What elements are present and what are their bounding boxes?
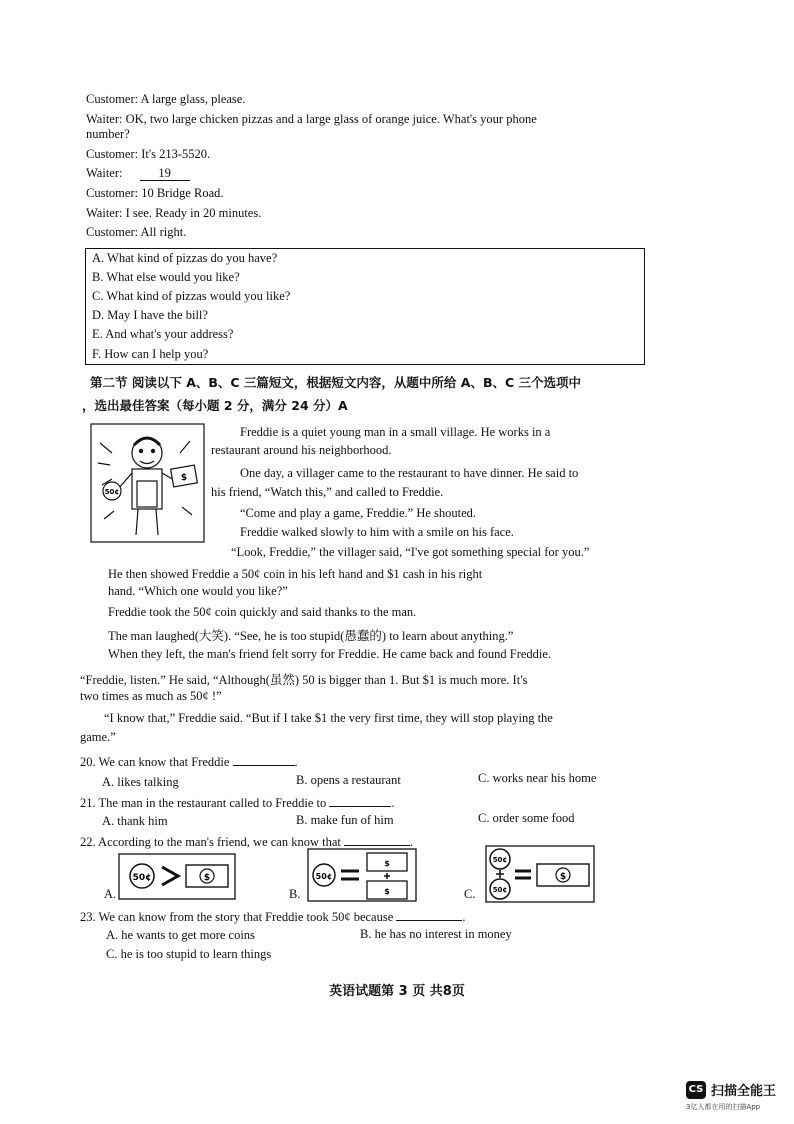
- q20-option-a: A. likes talking: [102, 775, 179, 789]
- q23-option-a: A. he wants to get more coins: [106, 928, 255, 942]
- scanner-watermark: [686, 1080, 776, 1112]
- q22-option-b-image: [307, 848, 417, 902]
- passage-line: One day, a villager came to the restaurant to have dinner. He said to: [240, 466, 579, 480]
- question-21: 21. The man in the restaurant called to Freddie to .: [80, 796, 395, 810]
- coin-label: 50¢: [104, 488, 120, 496]
- question-22: 22. According to the man's friend, we can know that .: [80, 835, 414, 849]
- question-23-stem: 23. We can know from the story that Freddie took 50¢ because: [80, 910, 394, 924]
- passage-line: He then showed Freddie a 50¢ coin in his left hand and $1 cash in his right: [108, 567, 483, 581]
- bill-label: $: [180, 473, 188, 483]
- passage-line: “Freddie, listen.” He said, “Although(虽然) 50 is bigger than 1. But $1 is much more. It's: [80, 673, 528, 687]
- passage-line: “Come and play a game, Freddie.” He shouted.: [240, 506, 477, 520]
- q22-option-c-label: C.: [464, 887, 476, 901]
- option-a: A. What kind of pizzas do you have?: [92, 251, 278, 265]
- question-20-stem: 20. We can know that Freddie: [80, 755, 230, 769]
- dialogue-line: Customer: A large glass, please.: [86, 92, 246, 106]
- question-20: 20. We can know that Freddie .: [80, 755, 298, 769]
- dialogue-line: Waiter: I see. Ready in 20 minutes.: [86, 205, 262, 220]
- coin-label: 50¢: [132, 873, 152, 883]
- bill-label: $: [203, 873, 211, 883]
- dialogue-line: Customer: 10 Bridge Road.: [86, 185, 224, 200]
- dialogue-line: Waiter: OK, two large chicken pizzas and a large glass of orange juice. What's your phone: [86, 111, 537, 126]
- coin-label: 50¢: [315, 872, 333, 881]
- dialogue-line: Customer: It's 213-5520.: [86, 146, 211, 161]
- passage-line: When they left, the man's friend felt sorry for Freddie. He came back and found Freddie.: [108, 647, 552, 661]
- q22-option-c-image: [485, 845, 595, 903]
- coin-label: 50¢: [492, 886, 508, 894]
- bill-label: $: [384, 859, 390, 868]
- dialogue-line: number?: [86, 127, 130, 142]
- question-23: 23. We can know from the story that Freddie took 50¢ because .: [80, 910, 466, 924]
- q21-option-a: A. thank him: [102, 814, 168, 828]
- passage-line: Freddie walked slowly to him with a smile on his face.: [240, 525, 514, 539]
- watermark-title: 扫描全能王: [711, 1084, 777, 1099]
- dialogue: [86, 90, 537, 243]
- coin-label: 50¢: [492, 856, 508, 864]
- bill-label: $: [384, 887, 390, 896]
- bill-label: $: [559, 872, 567, 882]
- passage-line: “Look, Freddie,” the villager said, “I've got something special for you.”: [231, 545, 590, 559]
- blank-19: 19: [140, 166, 190, 181]
- waiter-blank-line: [86, 164, 537, 184]
- section-heading-line2: ，选出最佳答案（每小题 2 分，满分 24 分）A: [82, 398, 348, 413]
- option-d: D. May I have the bill?: [92, 308, 208, 322]
- option-b: B. What else would you like?: [92, 270, 240, 284]
- options-box: [85, 248, 645, 365]
- option-e: E. And what's your address?: [92, 327, 234, 341]
- freddie-illustration: [90, 423, 205, 543]
- section-heading-line1: 第二节 阅读以下 A、B、C 三篇短文，根据短文内容，从题中所给 A、B、C 三个选项中: [90, 375, 582, 390]
- q21-option-c: C. order some food: [478, 811, 575, 825]
- page-footer: 英语试题第 3 页 共8页: [329, 984, 465, 999]
- q20-option-b: B. opens a restaurant: [296, 773, 401, 787]
- passage-line: Freddie is a quiet young man in a small village. He works in a: [240, 425, 551, 439]
- option-f: F. How can I help you?: [92, 347, 209, 361]
- passage-line: his friend, “Watch this,” and called to Freddie.: [211, 485, 444, 499]
- passage-line: Freddie took the 50¢ coin quickly and said thanks to the man.: [108, 605, 417, 619]
- passage-line: two times as much as 50¢ !”: [80, 689, 222, 703]
- watermark-subtitle: 3亿人都在用的扫描App: [686, 1103, 761, 1111]
- dialogue-line: Customer: All right.: [86, 225, 187, 240]
- question-21-stem: 21. The man in the restaurant called to Freddie to: [80, 796, 327, 810]
- question-22-stem: 22. According to the man's friend, we can know that: [80, 835, 341, 849]
- waiter-label: Waiter:: [86, 166, 123, 181]
- q21-option-b: B. make fun of him: [296, 813, 394, 827]
- passage-line: “I know that,” Freddie said. “But if I take $1 the very first time, they will stop playing the: [104, 711, 553, 725]
- q22-option-b-label: B.: [289, 887, 301, 901]
- passage-line: The man laughed(大笑). “See, he is too stupid(愚蠢的) to learn about anything.”: [108, 629, 514, 643]
- q23-option-c: C. he is too stupid to learn things: [106, 947, 272, 961]
- q23-option-b: B. he has no interest in money: [360, 927, 512, 941]
- q22-option-a-image: [118, 853, 236, 900]
- passage-line: game.”: [80, 730, 116, 744]
- q22-option-a-label: A.: [104, 887, 117, 901]
- passage-line: restaurant around his neighborhood.: [211, 443, 392, 457]
- q20-option-c: C. works near his home: [478, 771, 597, 785]
- passage-line: hand. “Which one would you like?”: [108, 584, 288, 598]
- option-c: C. What kind of pizzas would you like?: [92, 289, 291, 303]
- cs-logo-icon: CS: [686, 1081, 706, 1099]
